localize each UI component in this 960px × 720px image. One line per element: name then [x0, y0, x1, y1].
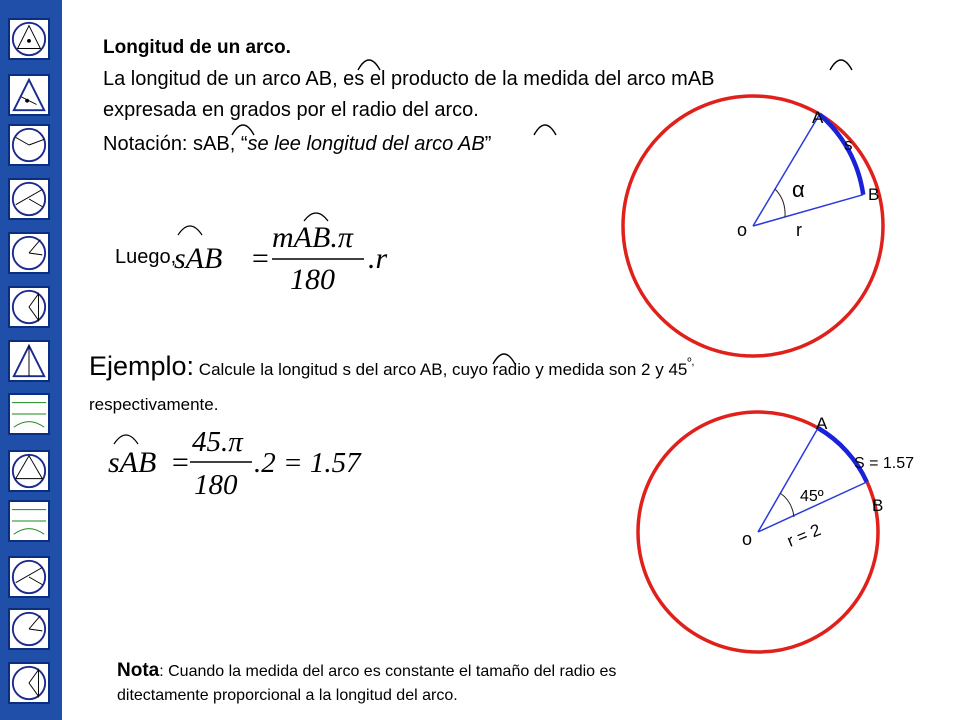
thumb-triangle-2[interactable] — [8, 340, 50, 382]
formula1-den: 180 — [290, 263, 335, 296]
fig1-label-a: A — [812, 108, 824, 127]
example-heading: Ejemplo — [89, 351, 187, 381]
thumb-circle-angle-1[interactable] — [8, 124, 50, 166]
note-line-2: ditectamente proporcional a la longitud del arco. — [117, 687, 458, 704]
notation-end: ” — [484, 133, 492, 155]
fig2-label-r: r = 2 — [784, 520, 824, 551]
thumb-circle-angle-5[interactable] — [8, 556, 50, 598]
figure-arc-example — [620, 405, 915, 675]
thumb-tangent-2[interactable] — [8, 500, 50, 542]
thumb-circle-angle-4[interactable] — [8, 286, 50, 328]
arc-mark-ab-2 — [530, 117, 560, 137]
formula1-num: mAB.π — [272, 221, 353, 254]
formula2-den: 180 — [194, 469, 238, 501]
formula2-eq: = — [170, 446, 191, 479]
formula-example — [102, 422, 372, 502]
fig1-label-o: o — [737, 220, 748, 240]
formula1-tail: .r — [368, 242, 388, 275]
thumb-circle-angle-7[interactable] — [8, 662, 50, 704]
example-degree: º, — [687, 356, 695, 368]
fig1-label-b: B — [868, 185, 880, 204]
fig2-label-o: o — [742, 529, 753, 549]
thumb-triangle-1[interactable] — [8, 74, 50, 116]
example-text-2: respectivamente. — [89, 395, 219, 414]
fig2-label-angle: 45º — [800, 488, 824, 505]
formula2-tail: .2 = 1.57 — [254, 447, 361, 479]
thumb-circle-angle-2[interactable] — [8, 178, 50, 220]
note-bold: Nota — [117, 660, 160, 681]
note-line-1 — [117, 660, 616, 682]
section-title: Longitud de un arco. — [103, 37, 291, 58]
notation-italic: se lee longitud del arco AB — [247, 133, 485, 155]
thumb-circle-triangle-2[interactable] — [8, 450, 50, 492]
thumb-triangle-circle-1[interactable] — [8, 18, 50, 60]
arc-mark-mab — [826, 52, 856, 72]
example-text: Calcule la longitud s del arco AB, cuyo radio y medida son 2 y 45 — [198, 360, 688, 379]
angle-mark-1 — [775, 189, 785, 217]
definition-line-2: expresada en grados por el radio del arco. — [103, 99, 479, 121]
angle-mark-2 — [780, 493, 794, 517]
thumb-tangent-1[interactable] — [8, 393, 50, 435]
luego-label: Luego, — [115, 246, 177, 268]
fig1-label-alpha: α — [792, 177, 805, 202]
formula2-num: 45.π — [192, 426, 243, 458]
formula2-lhs: sAB — [108, 446, 157, 479]
note-text-1: : Cuando la medida del arco es constante el tamaño del radio es — [159, 663, 617, 680]
example-line — [89, 351, 694, 382]
notation-line — [103, 133, 491, 156]
definition-line-1: La longitud de un arco AB, es el producto de la medida del arco mAB — [103, 68, 715, 90]
fig1-label-s: s — [844, 135, 853, 154]
arc-mark-ab-3 — [489, 346, 519, 366]
example-colon: : — [186, 351, 195, 381]
fig2-label-a: A — [816, 414, 828, 433]
fig1-label-r: r — [796, 220, 802, 240]
arc-mark-ab-1 — [354, 52, 384, 72]
formula-general — [168, 205, 398, 295]
notation-start: Notación: sAB, “ — [103, 133, 248, 155]
sidebar — [0, 0, 62, 720]
arc-ab-1 — [820, 114, 864, 194]
formula1-eq: = — [250, 242, 271, 275]
arc-mark-sab — [228, 117, 258, 137]
fig2-label-b: B — [872, 496, 884, 515]
thumb-circle-angle-6[interactable] — [8, 608, 50, 650]
thumb-circle-angle-3[interactable] — [8, 232, 50, 274]
figure-arc-general — [600, 90, 900, 380]
formula1-lhs: sAB — [174, 242, 223, 275]
fig2-label-s: S = 1.57 — [854, 455, 915, 472]
radius-oa-2 — [758, 428, 818, 532]
